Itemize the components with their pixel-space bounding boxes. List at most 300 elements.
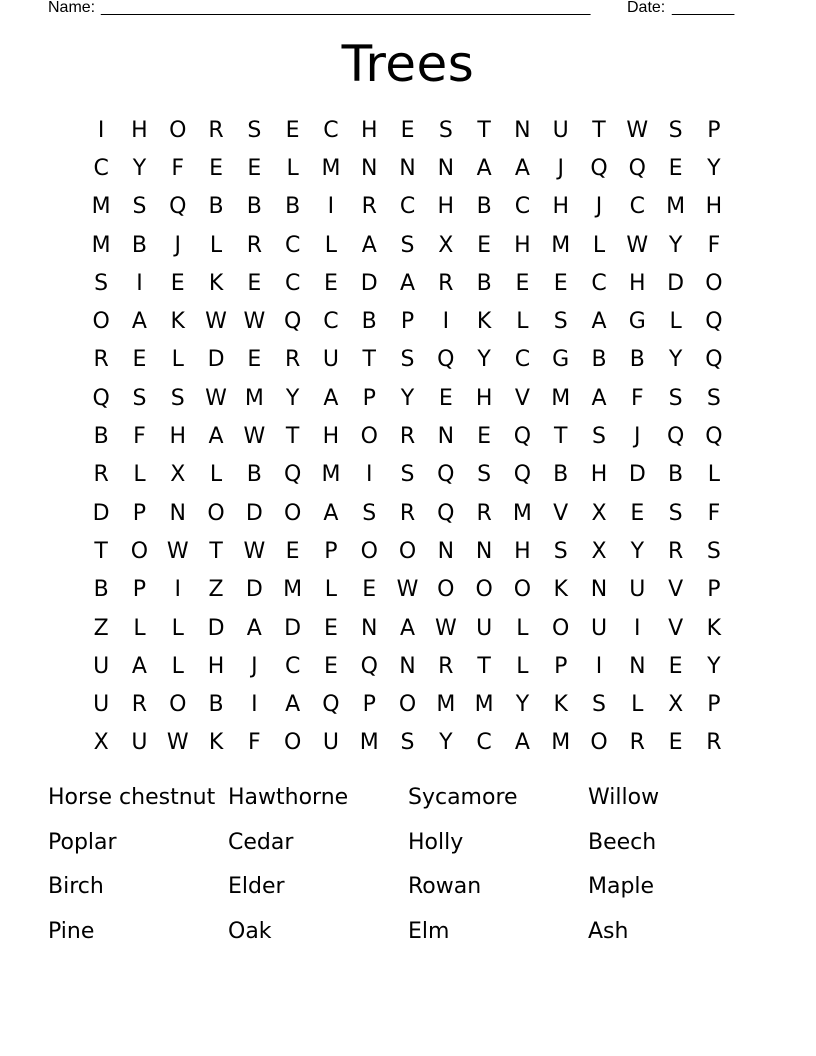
grid-letter: H xyxy=(437,194,455,220)
grid-letter: O xyxy=(437,577,455,603)
grid-letter: I xyxy=(327,194,335,220)
word-bank-item: Hawthorne xyxy=(228,784,349,810)
grid-letter: E xyxy=(247,270,262,296)
grid-letter: A xyxy=(591,385,607,411)
grid-letter: I xyxy=(136,270,143,296)
grid-letter: O xyxy=(398,692,417,718)
grid-letter: S xyxy=(668,117,683,143)
grid-letter: K xyxy=(208,270,224,296)
grid-letter: E xyxy=(477,232,492,258)
grid-letter: Q xyxy=(590,155,608,181)
grid-letter: E xyxy=(668,155,683,181)
grid-letter: T xyxy=(209,538,223,564)
grid-letter: E xyxy=(170,270,185,296)
grid-letter: M xyxy=(283,577,303,603)
grid-letter: C xyxy=(591,270,607,296)
grid-letter: Q xyxy=(666,424,685,450)
grid-letter: M xyxy=(551,232,571,258)
grid-letter: A xyxy=(476,155,492,181)
grid-letter: P xyxy=(132,577,147,603)
grid-letter: N xyxy=(590,577,608,603)
grid-letter: O xyxy=(283,730,302,756)
grid-letter: M xyxy=(91,194,111,220)
grid-letter: R xyxy=(438,653,454,679)
grid-letter: R xyxy=(438,270,454,296)
grid-row xyxy=(82,264,733,302)
grid-letter: W xyxy=(166,730,189,756)
grid-row xyxy=(82,149,733,187)
grid-letter: X xyxy=(438,232,454,258)
grid-letter: B xyxy=(591,347,607,373)
grid-letter: S xyxy=(132,385,147,411)
grid-letter: P xyxy=(362,692,376,718)
grid-letter: E xyxy=(362,577,377,603)
grid-letter: M xyxy=(321,462,341,488)
grid-letter: O xyxy=(169,117,187,143)
grid-letter: P xyxy=(707,117,721,143)
grid-letter: C xyxy=(514,194,531,220)
word-bank-item: Sycamore xyxy=(408,784,518,810)
grid-letter: L xyxy=(324,577,338,603)
grid-letter: X xyxy=(170,462,186,488)
grid-letter: Q xyxy=(513,424,532,450)
word-bank-item: Beech xyxy=(588,829,657,855)
grid-letter: S xyxy=(553,309,568,335)
word-bank-item: Pine xyxy=(48,919,95,945)
grid-row xyxy=(82,532,733,570)
grid-letter: M xyxy=(436,692,456,718)
grid-letter: K xyxy=(208,730,224,756)
grid-letter: E xyxy=(323,615,338,641)
grid-letter: S xyxy=(400,232,415,258)
grid-letter: B xyxy=(208,194,224,220)
grid-letter: Q xyxy=(283,309,302,335)
grid-letter: M xyxy=(551,730,571,756)
grid-letter: H xyxy=(552,194,569,220)
grid-letter: B xyxy=(246,194,262,220)
grid-letter: U xyxy=(322,347,339,373)
word-bank-item: Elder xyxy=(228,874,285,900)
word-bank-item: Ash xyxy=(588,919,629,945)
grid-letter: T xyxy=(477,653,491,679)
grid-letter: L xyxy=(516,653,529,679)
grid-letter: D xyxy=(207,347,225,373)
grid-row xyxy=(82,647,733,685)
grid-letter: H xyxy=(514,232,531,258)
grid-letter: R xyxy=(131,692,148,718)
grid-letter: N xyxy=(360,615,378,641)
grid-letter: R xyxy=(361,194,377,220)
grid-letter: P xyxy=(554,653,568,679)
word-bank-item: Holly xyxy=(408,829,464,855)
grid-letter: A xyxy=(246,615,262,641)
grid-letter: T xyxy=(94,538,108,564)
grid-letter: F xyxy=(248,730,261,756)
grid-letter: J xyxy=(557,155,564,181)
grid-letter: Y xyxy=(515,692,530,718)
grid-letter: Q xyxy=(283,462,302,488)
grid-letter: L xyxy=(209,462,223,488)
grid-letter: F xyxy=(630,385,644,411)
grid-row xyxy=(82,188,733,226)
word-bank xyxy=(48,775,768,954)
grid-letter: W xyxy=(205,385,227,411)
grid-letter: T xyxy=(285,424,300,450)
grid-letter: N xyxy=(437,155,455,181)
grid-letter: K xyxy=(553,692,568,718)
grid-letter: O xyxy=(590,730,608,756)
grid-letter: J xyxy=(595,194,603,220)
grid-letter: Y xyxy=(400,385,415,411)
grid-letter: O xyxy=(207,500,225,526)
grid-letter: Z xyxy=(208,577,224,603)
grid-row xyxy=(82,111,733,149)
grid-letter: Y xyxy=(707,155,721,181)
grid-letter: C xyxy=(93,155,109,181)
grid-letter: O xyxy=(705,270,723,296)
grid-letter: S xyxy=(706,538,721,564)
grid-letter: H xyxy=(629,270,646,296)
grid-row xyxy=(82,379,733,417)
word-bank-item: Poplar xyxy=(48,829,117,855)
grid-letter: E xyxy=(247,347,262,373)
grid-letter: U xyxy=(93,692,110,718)
grid-letter: Q xyxy=(322,692,340,718)
grid-letter: H xyxy=(514,538,531,564)
grid-letter: J xyxy=(251,653,258,679)
grid-letter: O xyxy=(360,538,378,564)
grid-letter: G xyxy=(552,347,570,373)
grid-letter: I xyxy=(595,653,603,679)
grid-row xyxy=(82,609,733,647)
grid-letter: S xyxy=(668,385,683,411)
grid-letter: M xyxy=(321,155,341,181)
grid-letter: X xyxy=(591,538,607,564)
grid-letter: H xyxy=(705,194,723,220)
grid-letter: D xyxy=(360,270,378,296)
word-bank-item: Oak xyxy=(228,919,272,945)
grid-letter: E xyxy=(285,538,300,564)
word-bank-item: Willow xyxy=(588,784,660,810)
grid-letter: W xyxy=(434,615,457,641)
word-bank-item: Rowan xyxy=(408,874,482,900)
grid-letter: E xyxy=(132,347,147,373)
grid-letter: D xyxy=(245,577,263,603)
grid-letter: P xyxy=(400,309,415,335)
grid-letter: D xyxy=(245,500,263,526)
grid-letter: S xyxy=(668,500,683,526)
grid-letter: P xyxy=(324,538,338,564)
page-title: Trees xyxy=(341,35,475,93)
grid-letter: U xyxy=(476,615,493,641)
grid-letter: R xyxy=(629,730,645,756)
grid-letter: H xyxy=(322,424,340,450)
grid-letter: H xyxy=(590,462,608,488)
grid-letter: R xyxy=(667,538,684,564)
grid-letter: O xyxy=(513,577,532,603)
grid-letter: C xyxy=(399,194,416,220)
grid-letter: A xyxy=(591,309,607,335)
grid-letter: H xyxy=(169,424,187,450)
grid-letter: K xyxy=(170,309,185,335)
grid-letter: N xyxy=(475,538,493,564)
grid-letter: G xyxy=(628,309,646,335)
grid-letter: E xyxy=(400,117,415,143)
date-blank-line: _______ xyxy=(672,0,735,16)
grid-letter: V xyxy=(553,500,569,526)
grid-letter: L xyxy=(592,232,606,258)
grid-letter: H xyxy=(131,117,148,143)
grid-letter: J xyxy=(634,424,641,450)
grid-letter: A xyxy=(361,232,377,258)
grid-letter: Q xyxy=(360,653,378,679)
grid-letter: P xyxy=(132,500,147,526)
grid-letter: L xyxy=(707,462,721,488)
grid-letter: R xyxy=(476,500,492,526)
grid-letter: E xyxy=(209,155,223,181)
grid-letter: N xyxy=(629,653,646,679)
grid-letter: O xyxy=(283,500,302,526)
grid-letter: F xyxy=(707,500,721,526)
header-line xyxy=(48,0,748,20)
grid-letter: M xyxy=(91,232,111,258)
grid-letter: E xyxy=(323,270,338,296)
grid-letter: S xyxy=(170,385,185,411)
grid-letter: E xyxy=(630,500,645,526)
grid-letter: Q xyxy=(705,309,723,335)
grid-letter: C xyxy=(284,270,301,296)
grid-letter: S xyxy=(362,500,377,526)
grid-letter: C xyxy=(284,653,301,679)
grid-letter: S xyxy=(553,538,568,564)
grid-letter: K xyxy=(706,615,722,641)
grid-letter: I xyxy=(251,692,258,718)
grid-letter: T xyxy=(477,117,491,143)
grid-row xyxy=(82,417,733,455)
grid-letter: L xyxy=(516,309,529,335)
grid-letter: M xyxy=(551,385,571,411)
grid-letter: T xyxy=(553,424,568,450)
grid-letter: I xyxy=(97,117,105,143)
grid-letter: S xyxy=(592,424,606,450)
grid-letter: E xyxy=(323,653,338,679)
grid-letter: A xyxy=(323,385,339,411)
grid-letter: S xyxy=(438,117,453,143)
grid-letter: H xyxy=(207,653,225,679)
grid-letter: A xyxy=(399,615,416,641)
grid-letter: S xyxy=(400,462,415,488)
grid-letter: D xyxy=(284,615,302,641)
grid-letter: L xyxy=(171,653,184,679)
grid-letter: B xyxy=(553,462,569,488)
grid-row xyxy=(82,571,733,609)
grid-letter: T xyxy=(592,117,606,143)
grid-letter: U xyxy=(552,117,569,143)
grid-letter: Q xyxy=(437,500,455,526)
grid-letter: B xyxy=(668,462,684,488)
grid-letter: A xyxy=(399,270,416,296)
grid-letter: S xyxy=(706,385,721,411)
grid-row xyxy=(82,494,733,532)
grid-letter: C xyxy=(284,232,301,258)
grid-letter: S xyxy=(592,692,606,718)
grid-letter: D xyxy=(207,615,225,641)
grid-letter: V xyxy=(514,385,530,411)
word-bank-item: Elm xyxy=(408,919,450,945)
grid-letter: C xyxy=(323,117,339,143)
grid-letter: C xyxy=(514,347,531,373)
grid-letter: P xyxy=(707,577,721,603)
grid-letter: E xyxy=(668,730,683,756)
grid-letter: N xyxy=(437,424,455,450)
grid-letter: E xyxy=(285,117,300,143)
grid-letter: Z xyxy=(93,615,109,641)
grid-letter: L xyxy=(631,692,644,718)
grid-letter: O xyxy=(92,309,110,335)
grid-letter: Q xyxy=(437,347,455,373)
grid-letter: B xyxy=(285,194,301,220)
grid-letter: L xyxy=(209,232,223,258)
grid-letter: E xyxy=(477,424,492,450)
grid-letter: L xyxy=(171,347,184,373)
grid-letter: I xyxy=(634,615,641,641)
grid-letter: C xyxy=(629,194,645,220)
grid-letter: A xyxy=(514,730,530,756)
grid-letter: R xyxy=(706,730,722,756)
grid-letter: L xyxy=(133,462,146,488)
grid-letter: S xyxy=(247,117,262,143)
grid-letter: O xyxy=(360,424,378,450)
grid-letter: W xyxy=(243,309,266,335)
grid-letter: Y xyxy=(439,730,453,756)
grid-letter: U xyxy=(629,577,646,603)
grid-letter: S xyxy=(477,462,492,488)
grid-letter: E xyxy=(553,270,568,296)
grid-letter: O xyxy=(552,615,570,641)
grid-row xyxy=(82,341,733,379)
grid-letter: I xyxy=(174,577,181,603)
grid-letter: M xyxy=(666,194,686,220)
grid-letter: O xyxy=(130,538,149,564)
grid-letter: E xyxy=(668,653,683,679)
grid-letter: N xyxy=(399,653,416,679)
grid-row xyxy=(82,724,733,762)
name-label: Name: xyxy=(48,0,96,16)
grid-letter: Y xyxy=(285,385,300,411)
grid-letter: X xyxy=(591,500,607,526)
grid-letter: A xyxy=(514,155,530,181)
word-search-grid xyxy=(82,111,733,762)
grid-letter: M xyxy=(244,385,264,411)
grid-letter: L xyxy=(133,615,146,641)
grid-letter: B xyxy=(93,424,109,450)
grid-letter: K xyxy=(476,309,492,335)
grid-letter: C xyxy=(476,730,492,756)
grid-letter: Y xyxy=(132,155,147,181)
grid-row xyxy=(82,456,733,494)
grid-letter: R xyxy=(93,462,109,488)
grid-letter: O xyxy=(398,538,417,564)
grid-row xyxy=(82,302,733,340)
grid-letter: W xyxy=(243,424,266,450)
grid-letter: Q xyxy=(705,424,723,450)
grid-letter: W xyxy=(396,577,419,603)
grid-letter: L xyxy=(286,155,299,181)
grid-letter: W xyxy=(243,538,266,564)
grid-letter: D xyxy=(628,462,646,488)
grid-letter: S xyxy=(132,194,147,220)
grid-letter: V xyxy=(668,577,684,603)
grid-letter: L xyxy=(324,232,338,258)
grid-letter: H xyxy=(475,385,493,411)
grid-letter: W xyxy=(626,232,649,258)
grid-letter: A xyxy=(131,653,147,679)
grid-letter: T xyxy=(362,347,376,373)
grid-letter: B xyxy=(93,577,109,603)
grid-letter: Y xyxy=(630,538,645,564)
grid-letter: N xyxy=(437,538,455,564)
grid-letter: Y xyxy=(477,347,491,373)
grid-letter: N xyxy=(399,155,416,181)
grid-letter: Q xyxy=(705,347,723,373)
grid-letter: K xyxy=(553,577,568,603)
grid-letter: W xyxy=(166,538,189,564)
name-blank-line: _______________________________________________________ xyxy=(101,0,591,16)
grid-row xyxy=(82,685,733,723)
grid-letter: B xyxy=(208,692,224,718)
date-label: Date: xyxy=(627,0,666,16)
grid-letter: M xyxy=(359,730,379,756)
grid-letter: U xyxy=(322,730,339,756)
grid-letter: W xyxy=(205,309,227,335)
grid-letter: I xyxy=(365,462,373,488)
grid-letter: L xyxy=(516,615,529,641)
grid-letter: Q xyxy=(92,385,110,411)
word-bank-item: Maple xyxy=(588,874,655,900)
grid-letter: N xyxy=(169,500,186,526)
grid-letter: C xyxy=(323,309,339,335)
grid-letter: R xyxy=(399,424,416,450)
grid-letter: R xyxy=(246,232,262,258)
grid-letter: D xyxy=(92,500,110,526)
grid-letter: U xyxy=(131,730,148,756)
grid-letter: A xyxy=(323,500,339,526)
grid-letter: O xyxy=(475,577,493,603)
grid-letter: N xyxy=(514,117,531,143)
grid-letter: A xyxy=(285,692,301,718)
grid-letter: B xyxy=(476,270,492,296)
grid-letter: R xyxy=(284,347,301,373)
grid-letter: Y xyxy=(707,653,721,679)
grid-letter: E xyxy=(438,385,453,411)
grid-letter: S xyxy=(400,347,415,373)
grid-letter: A xyxy=(131,309,147,335)
grid-letter: U xyxy=(590,615,608,641)
grid-letter: I xyxy=(442,309,450,335)
grid-row xyxy=(82,226,733,264)
grid-letter: X xyxy=(668,692,684,718)
grid-letter: W xyxy=(626,117,649,143)
grid-letter: U xyxy=(93,653,110,679)
grid-letter: E xyxy=(515,270,530,296)
grid-letter: S xyxy=(94,270,109,296)
grid-letter: Q xyxy=(628,155,646,181)
grid-letter: R xyxy=(208,117,224,143)
grid-letter: B xyxy=(629,347,645,373)
grid-letter: N xyxy=(360,155,378,181)
grid-letter: E xyxy=(247,155,262,181)
word-bank-item: Cedar xyxy=(228,829,294,855)
